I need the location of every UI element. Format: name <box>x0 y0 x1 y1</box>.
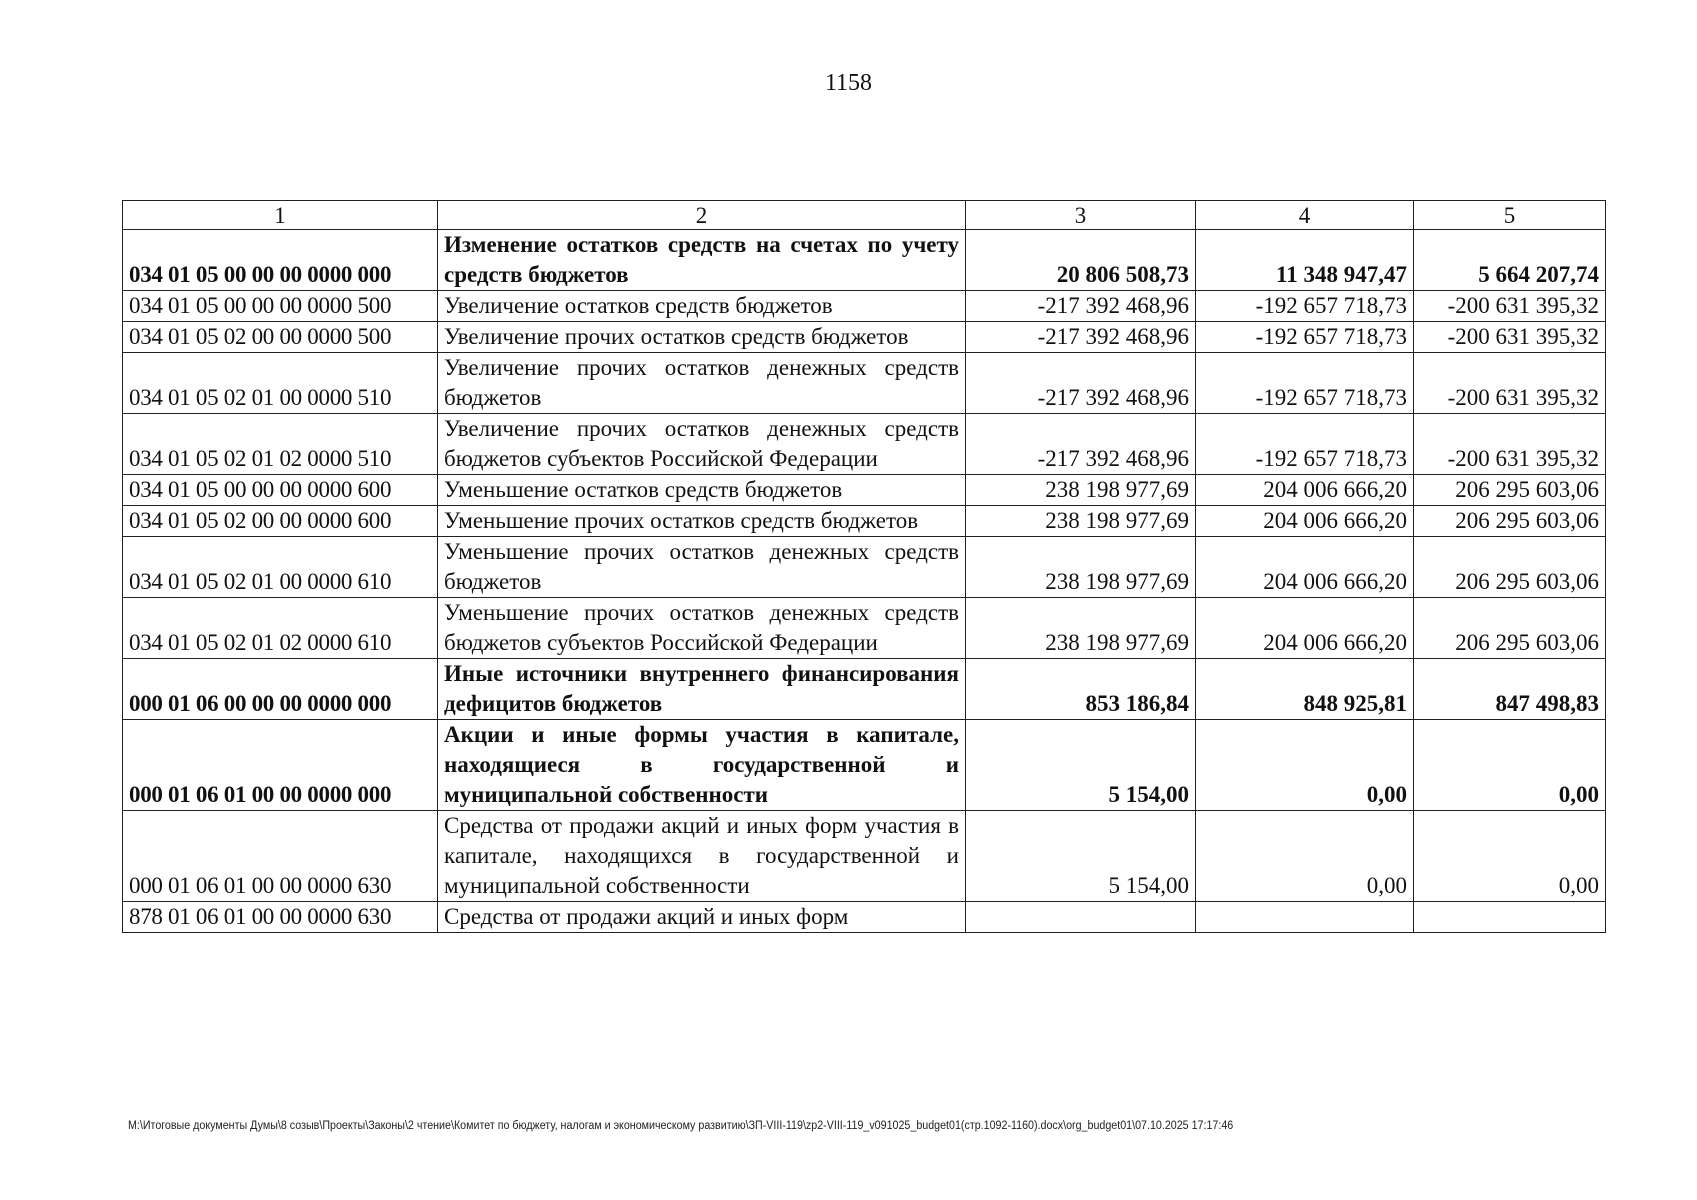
budget-code-cell: 034 01 05 02 00 00 0000 500 <box>123 322 438 353</box>
amount-col5-cell: 206 295 603,06 <box>1414 506 1606 537</box>
amount-col4-cell <box>1196 902 1414 933</box>
amount-col4-cell: -192 657 718,73 <box>1196 291 1414 322</box>
amount-col5-cell: 5 664 207,74 <box>1414 230 1606 291</box>
budget-item-name-cell: Средства от продажи акций и иных форм участия в капитале, находящихся в государственной и муниципальной собственности <box>438 811 966 902</box>
budget-code-cell: 034 01 05 02 01 02 0000 510 <box>123 414 438 475</box>
budget-item-name-cell: Увеличение остатков средств бюджетов <box>438 291 966 322</box>
budget-item-name-cell: Увеличение прочих остатков денежных средств бюджетов субъектов Российской Федерации <box>438 414 966 475</box>
amount-col3-cell: 238 198 977,69 <box>966 506 1196 537</box>
budget-code-cell: 034 01 05 00 00 00 0000 000 <box>123 230 438 291</box>
table-row <box>123 506 1606 537</box>
amount-col3-cell: -217 392 468,96 <box>966 322 1196 353</box>
amount-col5-cell: 0,00 <box>1414 811 1606 902</box>
budget-item-name-cell: Уменьшение остатков средств бюджетов <box>438 475 966 506</box>
amount-col5-cell: -200 631 395,32 <box>1414 353 1606 414</box>
column-header-3: 3 <box>966 201 1196 230</box>
budget-code-cell: 034 01 05 02 01 00 0000 610 <box>123 537 438 598</box>
amount-col5-cell: -200 631 395,32 <box>1414 414 1606 475</box>
amount-col5-cell <box>1414 902 1606 933</box>
amount-col4-cell: 848 925,81 <box>1196 659 1414 720</box>
budget-code-cell: 000 01 06 01 00 00 0000 000 <box>123 720 438 811</box>
budget-item-name-cell: Уменьшение прочих остатков денежных средств бюджетов субъектов Российской Федерации <box>438 598 966 659</box>
table-row <box>123 902 1606 933</box>
budget-item-name-cell: Акции и иные формы участия в капитале, находящиеся в государственной и муниципальной собственности <box>438 720 966 811</box>
amount-col3-cell: 5 154,00 <box>966 811 1196 902</box>
budget-code-cell: 878 01 06 01 00 00 0000 630 <box>123 902 438 933</box>
amount-col4-cell: -192 657 718,73 <box>1196 353 1414 414</box>
column-header-4: 4 <box>1196 201 1414 230</box>
column-header-2: 2 <box>438 201 966 230</box>
amount-col3-cell: 238 198 977,69 <box>966 537 1196 598</box>
amount-col5-cell: -200 631 395,32 <box>1414 291 1606 322</box>
document-path-footer: M:\Итоговые документы Думы\8 созыв\Проекты\Законы\2 чтение\Комитет по бюджету, налогам и экономическому развитию\ЗП-VIII-119\zp2-VIII-119_v091025_budget01(стр.1092-1160).docx\org_budget01\07.10.2025 17:17:46 <box>128 1120 1234 1132</box>
amount-col3-cell: 238 198 977,69 <box>966 598 1196 659</box>
column-header-5: 5 <box>1414 201 1606 230</box>
amount-col3-cell: -217 392 468,96 <box>966 414 1196 475</box>
table-row <box>123 659 1606 720</box>
amount-col4-cell: 204 006 666,20 <box>1196 506 1414 537</box>
budget-item-name-cell: Иные источники внутреннего финансирования дефицитов бюджетов <box>438 659 966 720</box>
budget-item-name-cell: Уменьшение прочих остатков средств бюджетов <box>438 506 966 537</box>
amount-col4-cell: -192 657 718,73 <box>1196 414 1414 475</box>
budget-code-cell: 034 01 05 00 00 00 0000 600 <box>123 475 438 506</box>
table-row <box>123 353 1606 414</box>
table-row <box>123 322 1606 353</box>
table-row <box>123 475 1606 506</box>
table-row <box>123 811 1606 902</box>
amount-col3-cell: 5 154,00 <box>966 720 1196 811</box>
amount-col4-cell: -192 657 718,73 <box>1196 322 1414 353</box>
column-header-1: 1 <box>123 201 438 230</box>
amount-col3-cell: -217 392 468,96 <box>966 353 1196 414</box>
budget-code-cell: 034 01 05 02 01 00 0000 510 <box>123 353 438 414</box>
amount-col4-cell: 0,00 <box>1196 720 1414 811</box>
amount-col4-cell: 0,00 <box>1196 811 1414 902</box>
table-row <box>123 720 1606 811</box>
budget-sources-table <box>122 200 1606 933</box>
amount-col5-cell: -200 631 395,32 <box>1414 322 1606 353</box>
budget-item-name-cell: Увеличение прочих остатков денежных средств бюджетов <box>438 353 966 414</box>
table-row <box>123 537 1606 598</box>
amount-col3-cell <box>966 902 1196 933</box>
amount-col4-cell: 11 348 947,47 <box>1196 230 1414 291</box>
budget-code-cell: 034 01 05 02 00 00 0000 600 <box>123 506 438 537</box>
table-row <box>123 414 1606 475</box>
budget-code-cell: 034 01 05 00 00 00 0000 500 <box>123 291 438 322</box>
budget-item-name-cell: Средства от продажи акций и иных форм <box>438 902 966 933</box>
amount-col3-cell: 238 198 977,69 <box>966 475 1196 506</box>
amount-col4-cell: 204 006 666,20 <box>1196 537 1414 598</box>
budget-item-name-cell: Изменение остатков средств на счетах по учету средств бюджетов <box>438 230 966 291</box>
amount-col5-cell: 206 295 603,06 <box>1414 537 1606 598</box>
amount-col3-cell: 20 806 508,73 <box>966 230 1196 291</box>
amount-col5-cell: 206 295 603,06 <box>1414 598 1606 659</box>
budget-item-name-cell: Уменьшение прочих остатков денежных средств бюджетов <box>438 537 966 598</box>
budget-item-name-cell: Увеличение прочих остатков средств бюджетов <box>438 322 966 353</box>
amount-col5-cell: 847 498,83 <box>1414 659 1606 720</box>
column-number-header-row <box>123 201 1606 230</box>
budget-code-cell: 000 01 06 01 00 00 0000 630 <box>123 811 438 902</box>
amount-col4-cell: 204 006 666,20 <box>1196 598 1414 659</box>
table-row <box>123 230 1606 291</box>
amount-col5-cell: 206 295 603,06 <box>1414 475 1606 506</box>
budget-code-cell: 034 01 05 02 01 02 0000 610 <box>123 598 438 659</box>
table-row <box>123 291 1606 322</box>
amount-col3-cell: -217 392 468,96 <box>966 291 1196 322</box>
budget-code-cell: 000 01 06 00 00 00 0000 000 <box>123 659 438 720</box>
amount-col5-cell: 0,00 <box>1414 720 1606 811</box>
amount-col3-cell: 853 186,84 <box>966 659 1196 720</box>
table-row <box>123 598 1606 659</box>
amount-col4-cell: 204 006 666,20 <box>1196 475 1414 506</box>
table-body <box>123 230 1606 933</box>
page-number: 1158 <box>824 70 873 96</box>
